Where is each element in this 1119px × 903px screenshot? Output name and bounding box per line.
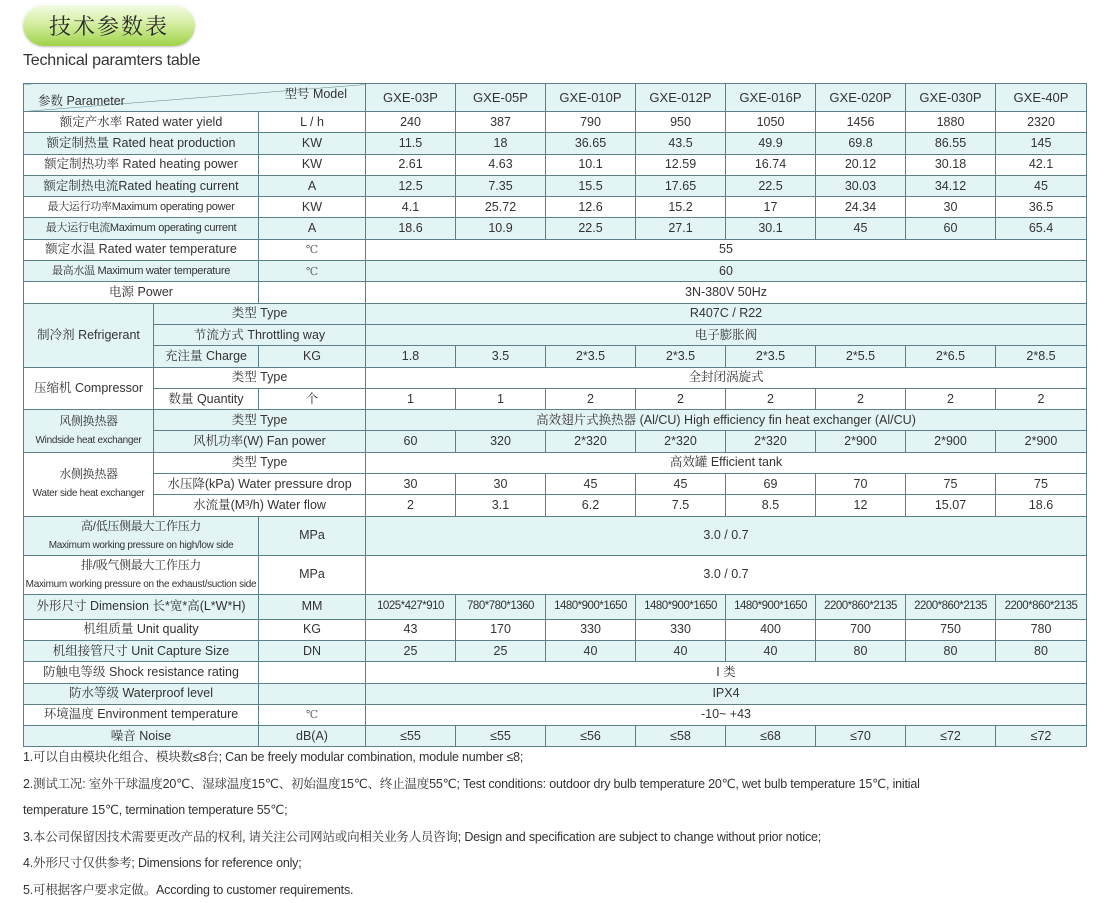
cell-value: 34.12 — [906, 175, 996, 196]
row-label: 机组接管尺寸 Unit Capture Size — [24, 640, 259, 661]
cell-value: 780 — [996, 619, 1087, 640]
cell-value: 22.5 — [546, 218, 636, 239]
table-header-row — [24, 84, 1087, 112]
cell-value: 2 — [546, 388, 636, 409]
row-label: 防水等级 Waterproof level — [24, 683, 259, 704]
cell-value: 2*320 — [726, 431, 816, 452]
cell-value: 2 — [726, 388, 816, 409]
row-unit: 个 — [259, 388, 366, 409]
table-row — [24, 133, 1087, 154]
table-row — [24, 154, 1087, 175]
row-unit: DN — [259, 640, 366, 661]
cell-value: 27.1 — [636, 218, 726, 239]
cell-value-merged: 3.0 / 0.7 — [366, 555, 1087, 594]
group-label-refrigerant: 制冷剂 Refrigerant — [24, 303, 154, 367]
cell-value: 60 — [366, 431, 456, 452]
row-label-cn: 排/吸气侧最大工作压力 — [25, 556, 257, 575]
table-row — [24, 367, 1087, 388]
table-row — [24, 218, 1087, 239]
cell-value: 1880 — [906, 112, 996, 133]
table-row — [24, 239, 1087, 260]
row-label: 额定水温 Rated water temperature — [24, 239, 259, 260]
footnote: 1.可以自由模块化组合、模块数≤8台; Can be freely modular combination, module number ≤8; — [23, 744, 1103, 771]
cell-value: 2*900 — [906, 431, 996, 452]
row-unit: KW — [259, 197, 366, 218]
cell-value: 1 — [366, 388, 456, 409]
cell-value: 16.74 — [726, 154, 816, 175]
table-row — [24, 619, 1087, 640]
parameter-header-label: 参数 Parameter — [38, 92, 125, 111]
cell-value: 2*320 — [546, 431, 636, 452]
cell-value: 40 — [726, 640, 816, 661]
row-unit: dB(A) — [259, 726, 366, 747]
cell-value: 15.07 — [906, 495, 996, 516]
cell-value: 86.55 — [906, 133, 996, 154]
table-row — [24, 410, 1087, 431]
sub-label: 数量 Quantity — [154, 388, 259, 409]
row-unit — [259, 662, 366, 683]
row-label-en: Maximum working pressure on the exhaust/suction side — [26, 579, 257, 590]
table-row — [24, 662, 1087, 683]
cell-value: 65.4 — [996, 218, 1087, 239]
cell-value: 12.59 — [636, 154, 726, 175]
cell-value: 12.6 — [546, 197, 636, 218]
cell-value: 36.5 — [996, 197, 1087, 218]
footnote: 4.外形尺寸仅供参考; Dimensions for reference only; — [23, 850, 1103, 877]
row-unit: ℃ — [259, 239, 366, 260]
cell-value: 18 — [456, 133, 546, 154]
table-row — [24, 640, 1087, 661]
row-label — [24, 555, 259, 594]
row-unit: MM — [259, 594, 366, 619]
cell-value: 7.35 — [456, 175, 546, 196]
table-row — [24, 261, 1087, 282]
cell-value: 2 — [816, 388, 906, 409]
cell-value: 6.2 — [546, 495, 636, 516]
cell-value: 10.1 — [546, 154, 636, 175]
sub-label: 类型 Type — [154, 452, 366, 473]
cell-value: 15.2 — [636, 197, 726, 218]
row-unit: MPa — [259, 516, 366, 555]
cell-value: 4.63 — [456, 154, 546, 175]
cell-value: 40 — [546, 640, 636, 661]
cell-value: 15.5 — [546, 175, 636, 196]
cell-value: 17.65 — [636, 175, 726, 196]
cell-value: 2*8.5 — [996, 346, 1087, 367]
cell-value: ≤58 — [636, 726, 726, 747]
table-row — [24, 112, 1087, 133]
cell-value: 1025*427*910 — [366, 594, 456, 619]
cell-value: 60 — [906, 218, 996, 239]
cell-value: 69 — [726, 474, 816, 495]
table-row — [24, 175, 1087, 196]
row-label: 外形尺寸 Dimension 长*宽*高(L*W*H) — [24, 594, 259, 619]
cell-value: 10.9 — [456, 218, 546, 239]
cell-value: 45 — [546, 474, 636, 495]
row-unit: L / h — [259, 112, 366, 133]
cell-value: 2200*860*2135 — [816, 594, 906, 619]
model-header: GXE-03P — [366, 84, 456, 112]
cell-value: 30.03 — [816, 175, 906, 196]
cell-value-merged: 电子膨胀阀 — [366, 324, 1087, 345]
row-label — [24, 516, 259, 555]
row-unit: KG — [259, 619, 366, 640]
model-header: GXE-010P — [546, 84, 636, 112]
row-label: 防触电等级 Shock resistance rating — [24, 662, 259, 683]
row-unit — [259, 683, 366, 704]
row-unit: ℃ — [259, 261, 366, 282]
row-label: 最高水温 Maximum water temperature — [24, 261, 259, 282]
cell-value: 43 — [366, 619, 456, 640]
cell-value: 20.12 — [816, 154, 906, 175]
footnote: 3.本公司保留因技术需要更改产品的权利, 请关注公司网站或向相关业务人员咨询; Design and specification are subject to change without prior notice; — [23, 824, 1103, 851]
cell-value-merged: 3.0 / 0.7 — [366, 516, 1087, 555]
table-row — [24, 495, 1087, 516]
cell-value: 2*3.5 — [726, 346, 816, 367]
group-label-en: Water side heat exchanger — [33, 488, 145, 499]
cell-value: 2 — [636, 388, 726, 409]
row-unit — [259, 282, 366, 303]
model-header: GXE-05P — [456, 84, 546, 112]
row-label: 机组质量 Unit quality — [24, 619, 259, 640]
cell-value: 2.61 — [366, 154, 456, 175]
group-label-windside-exchanger — [24, 410, 154, 453]
cell-value: 240 — [366, 112, 456, 133]
cell-value: 12.5 — [366, 175, 456, 196]
cell-value: 2200*860*2135 — [996, 594, 1087, 619]
row-label: 额定产水率 Rated water yield — [24, 112, 259, 133]
cell-value-merged: 3N-380V 50Hz — [366, 282, 1087, 303]
sub-label: 类型 Type — [154, 410, 366, 431]
cell-value: 18.6 — [996, 495, 1087, 516]
model-header: GXE-020P — [816, 84, 906, 112]
cell-value: 2*900 — [816, 431, 906, 452]
sub-label: 类型 Type — [154, 303, 366, 324]
cell-value: 387 — [456, 112, 546, 133]
cell-value: 780*780*1360 — [456, 594, 546, 619]
footnote: temperature 15℃, termination temperature 55℃; — [23, 797, 1103, 824]
cell-value: 80 — [906, 640, 996, 661]
cell-value: 2*5.5 — [816, 346, 906, 367]
cell-value: 2 — [996, 388, 1087, 409]
cell-value: 45 — [636, 474, 726, 495]
footnote: 2.测试工况: 室外干球温度20℃、湿球温度15℃、初始温度15℃、终止温度55℃; Test conditions: outdoor dry bulb temperature 20℃, wet bulb temperature 15℃, initial — [23, 771, 1103, 798]
cell-value: 12 — [816, 495, 906, 516]
spec-table — [23, 83, 1087, 747]
cell-value: 70 — [816, 474, 906, 495]
row-unit: ℃ — [259, 704, 366, 725]
cell-value: 30 — [906, 197, 996, 218]
cell-value: 950 — [636, 112, 726, 133]
cell-value: 145 — [996, 133, 1087, 154]
row-label: 额定制热量 Rated heat production — [24, 133, 259, 154]
model-header: GXE-030P — [906, 84, 996, 112]
row-label: 噪音 Noise — [24, 726, 259, 747]
cell-value-merged: 高效翅片式换热器 (Al/CU) High efficiency fin heat exchanger (Al/CU) — [366, 410, 1087, 431]
cell-value: 1 — [456, 388, 546, 409]
cell-value: ≤72 — [996, 726, 1087, 747]
model-header: GXE-016P — [726, 84, 816, 112]
cell-value: 30 — [456, 474, 546, 495]
cell-value: 30 — [366, 474, 456, 495]
cell-value: 700 — [816, 619, 906, 640]
cell-value: 170 — [456, 619, 546, 640]
cell-value: 42.1 — [996, 154, 1087, 175]
group-label-cn: 风侧换热器 — [25, 412, 152, 431]
row-label: 环境温度 Environment temperature — [24, 704, 259, 725]
cell-value: 2 — [366, 495, 456, 516]
cell-value: 1.8 — [366, 346, 456, 367]
row-label-cn: 高/低压侧最大工作压力 — [25, 517, 257, 536]
table-row — [24, 388, 1087, 409]
cell-value: 69.8 — [816, 133, 906, 154]
cell-value: 2*6.5 — [906, 346, 996, 367]
table-row — [24, 452, 1087, 473]
cell-value: 2*900 — [996, 431, 1087, 452]
cell-value: 2 — [906, 388, 996, 409]
cell-value: 49.9 — [726, 133, 816, 154]
cell-value: 2*3.5 — [636, 346, 726, 367]
cell-value-merged: 55 — [366, 239, 1087, 260]
cell-value: 43.5 — [636, 133, 726, 154]
group-label-en: Windside heat exchanger — [36, 435, 142, 446]
page-title-badge — [23, 4, 195, 46]
cell-value: 400 — [726, 619, 816, 640]
sub-label: 充注量 Charge — [154, 346, 259, 367]
cell-value: ≤68 — [726, 726, 816, 747]
table-row — [24, 303, 1087, 324]
cell-value: 25 — [366, 640, 456, 661]
row-unit: KW — [259, 154, 366, 175]
cell-value: ≤55 — [456, 726, 546, 747]
cell-value: 2*320 — [636, 431, 726, 452]
table-row — [24, 516, 1087, 555]
cell-value: 320 — [456, 431, 546, 452]
row-unit: KG — [259, 346, 366, 367]
cell-value: 1480*900*1650 — [636, 594, 726, 619]
cell-value: 80 — [996, 640, 1087, 661]
cell-value: 22.5 — [726, 175, 816, 196]
table-row — [24, 555, 1087, 594]
cell-value-merged: IPX4 — [366, 683, 1087, 704]
cell-value: 330 — [636, 619, 726, 640]
cell-value-merged: R407C / R22 — [366, 303, 1087, 324]
footnote: 5.可根据客户要求定做。According to customer requirements. — [23, 877, 1103, 903]
cell-value: 7.5 — [636, 495, 726, 516]
sub-label: 节流方式 Throttling way — [154, 324, 366, 345]
cell-value: 2200*860*2135 — [906, 594, 996, 619]
model-header: GXE-40P — [996, 84, 1087, 112]
cell-value: 45 — [996, 175, 1087, 196]
cell-value: ≤70 — [816, 726, 906, 747]
group-label-compressor: 压缩机 Compressor — [24, 367, 154, 410]
cell-value: 2320 — [996, 112, 1087, 133]
table-row — [24, 594, 1087, 619]
row-unit: A — [259, 175, 366, 196]
cell-value: 3.5 — [456, 346, 546, 367]
group-label-waterside-exchanger — [24, 452, 154, 516]
cell-value: 25.72 — [456, 197, 546, 218]
table-row — [24, 197, 1087, 218]
cell-value: 36.65 — [546, 133, 636, 154]
model-header: GXE-012P — [636, 84, 726, 112]
cell-value: 1456 — [816, 112, 906, 133]
cell-value: 30.1 — [726, 218, 816, 239]
group-label-cn: 水侧换热器 — [25, 465, 152, 484]
sub-label: 风机功率(W) Fan power — [154, 431, 366, 452]
table-row — [24, 431, 1087, 452]
cell-value: ≤72 — [906, 726, 996, 747]
table-row — [24, 474, 1087, 495]
corner-cell — [24, 84, 366, 112]
table-row — [24, 324, 1087, 345]
cell-value-merged: 高效罐 Efficient tank — [366, 452, 1087, 473]
row-label: 最大运行功率Maximum operating power — [24, 197, 259, 218]
row-unit: MPa — [259, 555, 366, 594]
cell-value: 45 — [816, 218, 906, 239]
cell-value: 750 — [906, 619, 996, 640]
cell-value-merged: -10~ +43 — [366, 704, 1087, 725]
page-title: 技术参数表 — [49, 10, 169, 41]
cell-value: 8.5 — [726, 495, 816, 516]
cell-value: 4.1 — [366, 197, 456, 218]
cell-value-merged: 全封闭涡旋式 — [366, 367, 1087, 388]
cell-value: 1480*900*1650 — [726, 594, 816, 619]
cell-value: 11.5 — [366, 133, 456, 154]
cell-value: 25 — [456, 640, 546, 661]
row-label: 最大运行电流Maximum operating current — [24, 218, 259, 239]
row-unit: A — [259, 218, 366, 239]
table-row — [24, 346, 1087, 367]
table-row — [24, 282, 1087, 303]
cell-value: 330 — [546, 619, 636, 640]
cell-value: 2*3.5 — [546, 346, 636, 367]
cell-value: 30.18 — [906, 154, 996, 175]
cell-value: 80 — [816, 640, 906, 661]
cell-value: 1050 — [726, 112, 816, 133]
footnotes — [23, 744, 1103, 903]
table-row — [24, 683, 1087, 704]
row-label-en: Maximum working pressure on high/low side — [49, 540, 233, 551]
cell-value: 3.1 — [456, 495, 546, 516]
cell-value: 1480*900*1650 — [546, 594, 636, 619]
cell-value-merged: 60 — [366, 261, 1087, 282]
cell-value: 24.34 — [816, 197, 906, 218]
sub-label: 水流量(M³/h) Water flow — [154, 495, 366, 516]
cell-value: 17 — [726, 197, 816, 218]
sub-label: 类型 Type — [154, 367, 366, 388]
cell-value: 18.6 — [366, 218, 456, 239]
table-row — [24, 704, 1087, 725]
row-label: 电源 Power — [24, 282, 259, 303]
row-unit: KW — [259, 133, 366, 154]
cell-value: 75 — [906, 474, 996, 495]
cell-value-merged: I 类 — [366, 662, 1087, 683]
sub-label: 水压降(kPa) Water pressure drop — [154, 474, 366, 495]
cell-value: 790 — [546, 112, 636, 133]
model-header-label: 型号 Model — [284, 85, 347, 104]
cell-value: 40 — [636, 640, 726, 661]
cell-value: ≤56 — [546, 726, 636, 747]
row-label: 额定制热功率 Rated heating power — [24, 154, 259, 175]
page-subtitle: Technical paramters table — [23, 52, 200, 70]
row-label: 额定制热电流Rated heating current — [24, 175, 259, 196]
cell-value: 75 — [996, 474, 1087, 495]
cell-value: ≤55 — [366, 726, 456, 747]
